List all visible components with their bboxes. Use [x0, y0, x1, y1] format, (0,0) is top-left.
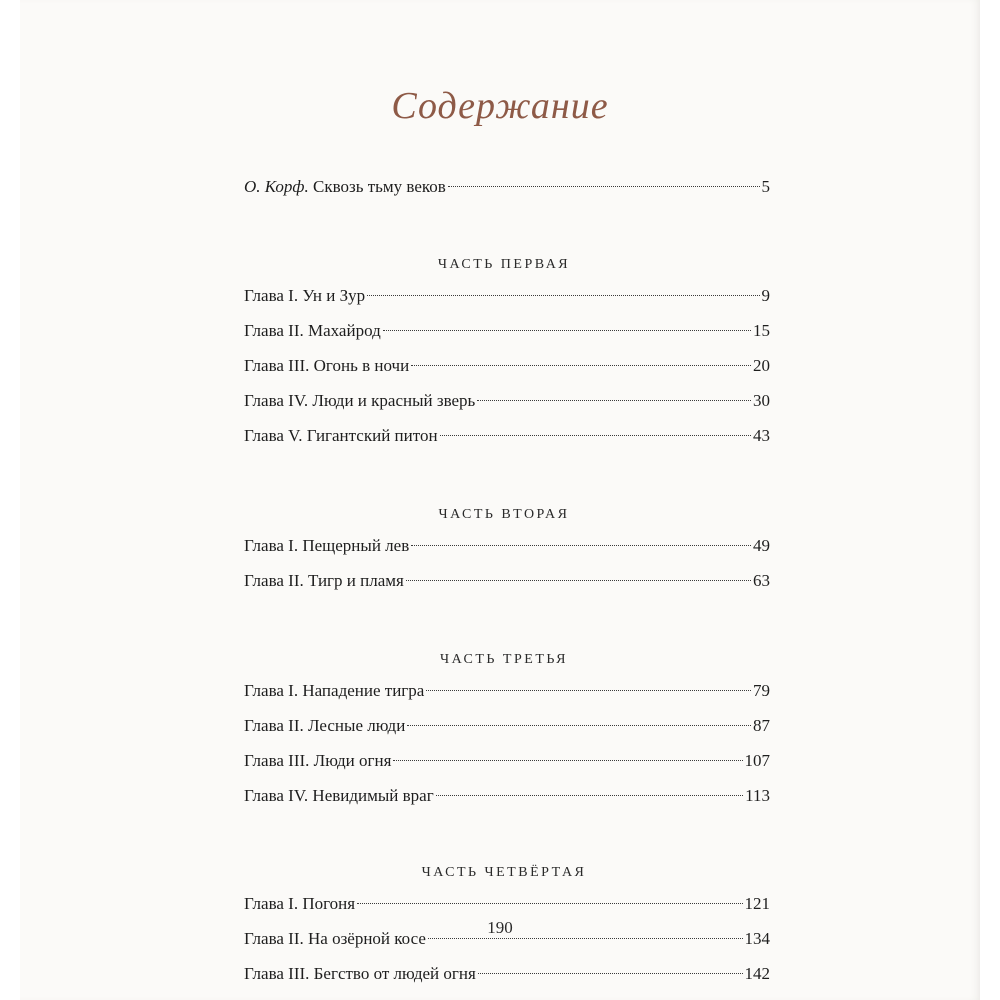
toc-entry[interactable] [244, 746, 770, 781]
part-heading: ЧАСТЬ ТРЕТЬЯ [439, 652, 568, 667]
part-heading: ЧАСТЬ ПЕРВАЯ [437, 257, 571, 272]
toc-entry[interactable] [244, 421, 770, 456]
toc-entry[interactable] [244, 781, 770, 816]
dot-leader [477, 400, 751, 401]
toc-page-number: 107 [744, 751, 770, 770]
toc-page-number: 9 [761, 286, 770, 305]
toc-page-number: 20 [753, 356, 770, 375]
dot-leader [411, 545, 751, 546]
dot-leader [426, 690, 751, 691]
toc-entry-label: Глава I. Ун и Зур [244, 286, 366, 305]
toc-entry-label: Глава II. Лесные люди [244, 716, 406, 735]
toc-page-number: 121 [744, 894, 770, 913]
dot-leader [436, 795, 743, 796]
dot-leader [367, 295, 759, 296]
toc-entry-label: Глава III. Люди огня [244, 751, 392, 770]
toc-entry[interactable] [244, 676, 770, 711]
toc-entry[interactable] [244, 711, 770, 746]
dot-leader [428, 938, 743, 939]
toc-entry-label: Глава I. Погоня [244, 894, 356, 913]
dot-leader [393, 760, 742, 761]
page-title: Содержание [391, 85, 609, 127]
preface-author: О. Корф. [244, 177, 309, 196]
dot-leader [440, 435, 751, 436]
dot-leader [406, 580, 751, 581]
toc-entry-label: Глава IV. Невидимый враг [244, 786, 434, 805]
toc-page-number: 30 [753, 391, 770, 410]
toc-entry-label: Глава II. На озёрной косе [244, 929, 426, 948]
toc-page-number: 79 [753, 681, 770, 700]
dot-leader [411, 365, 751, 366]
toc-entry-label: Глава IV. Люди и красный зверь [244, 391, 476, 410]
part-heading: ЧАСТЬ ВТОРАЯ [438, 507, 570, 522]
toc-entry[interactable] [244, 316, 770, 351]
toc-entry[interactable] [244, 959, 770, 994]
toc-entry[interactable] [244, 386, 770, 421]
dot-leader [448, 186, 760, 187]
toc-entry-label: Глава III. Огонь в ночи [244, 356, 410, 375]
toc-page-number: 43 [753, 426, 770, 445]
dot-leader [357, 903, 742, 904]
table-of-contents [244, 172, 770, 994]
toc-entry-label: Глава III. Бегство от людей огня [244, 964, 476, 983]
preface-title: Сквозь тьму веков [313, 177, 446, 196]
part-heading: ЧАСТЬ ЧЕТВЁРТАЯ [421, 865, 587, 880]
toc-page-number: 113 [745, 786, 770, 805]
toc-page-number: 87 [753, 716, 770, 735]
toc-entry[interactable] [244, 531, 770, 566]
toc-entry[interactable] [244, 566, 770, 601]
toc-entry-label: Глава II. Тигр и пламя [244, 571, 404, 590]
toc-page-number: 134 [744, 929, 770, 948]
toc-entry-label: Глава V. Гигантский питон [244, 426, 438, 445]
toc-entry-preface[interactable] [244, 172, 770, 207]
toc-page-number: 142 [744, 964, 770, 983]
toc-entry-label [244, 172, 446, 201]
dot-leader [407, 725, 751, 726]
toc-page-number: 63 [753, 571, 770, 590]
toc-entry[interactable] [244, 351, 770, 386]
toc-entry[interactable] [244, 281, 770, 316]
toc-page-number: 15 [753, 321, 770, 340]
toc-entry-label: Глава I. Нападение тигра [244, 681, 425, 700]
dot-leader [478, 973, 743, 974]
page-number: 190 [487, 918, 513, 937]
toc-page-number: 49 [753, 536, 770, 555]
toc-entry-label: Глава II. Махайрод [244, 321, 381, 340]
toc-page-number: 5 [761, 177, 770, 196]
toc-entry-label: Глава I. Пещерный лев [244, 536, 410, 555]
dot-leader [383, 330, 751, 331]
